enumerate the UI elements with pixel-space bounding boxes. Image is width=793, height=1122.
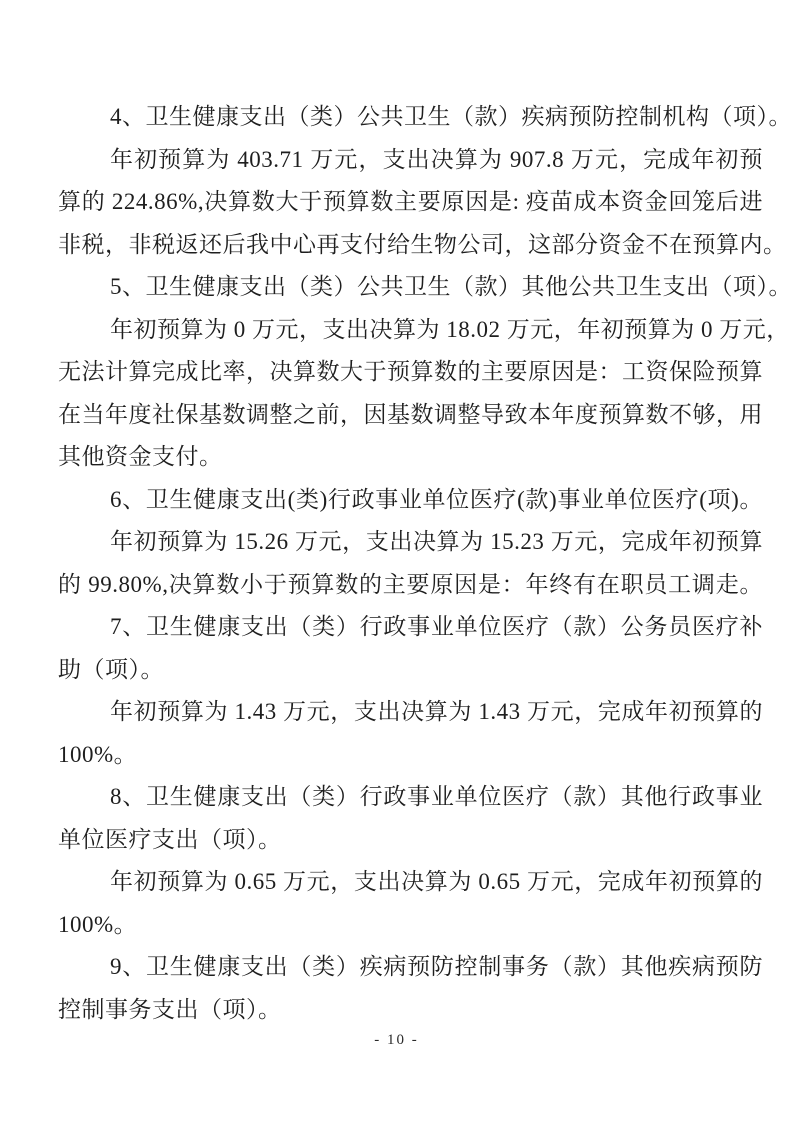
text-line: 年初预算为 15.26 万元，支出决算为 15.23 万元，完成年初预算 [110,529,763,554]
text-line: 的 99.80%,决算数小于预算数的主要原因是：年终有在职员工调走。 [58,571,763,597]
text-line: 5、卫生健康支出（类）公共卫生（款）其他公共卫生支出（项）。 [110,274,792,299]
text-line: 控制事务支出（项）。 [58,996,282,1022]
text-line: 年初预算为 403.71 万元，支出决算为 907.8 万元，完成年初预 [110,146,763,172]
text-line: 年初预算为 1.43 万元，支出决算为 1.43 万元，完成年初预算的 [110,699,763,724]
text-line: 8、卫生健康支出（类）行政事业单位医疗（款）其他行政事业 [110,784,763,809]
text-line: 其他资金支付。 [58,444,223,469]
text-line: 4、卫生健康支出（类）公共卫生（款）疾病预防控制机构（项）。 [110,104,792,129]
page-number: - 10 - [374,1032,419,1048]
text-line: 7、卫生健康支出（类）行政事业单位医疗（款）公务员医疗补 [110,614,763,639]
text-line: 100%。 [58,741,138,767]
text-line: 9、卫生健康支出（类）疾病预防控制事务（款）其他疾病预防 [110,954,763,979]
text-line: 6、卫生健康支出(类)行政事业单位医疗(款)事业单位医疗(项)。 [110,486,763,512]
text-line: 无法计算完成比率，决算数大于预算数的主要原因是：工资保险预算 [58,359,763,384]
text-line: 100%。 [58,911,138,937]
text-line: 非税，非税返还后我中心再支付给生物公司，这部分资金不在预算内。 [58,231,787,257]
text-line: 算的 224.86%,决算数大于预算数主要原因是: 疫苗成本资金回笼后进 [58,189,763,214]
text-line: 年初预算为 0.65 万元，支出决算为 0.65 万元，完成年初预算的 [110,869,763,894]
document-body [58,96,792,1031]
text-line: 在当年度社保基数调整之前，因基数调整导致本年度预算数不够，用 [58,401,763,427]
text-line: 年初预算为 0 万元，支出决算为 18.02 万元，年初预算为 0 万元， [110,316,790,342]
text-line: 单位医疗支出（项）。 [58,826,282,852]
text-line: 助（项）。 [58,656,164,682]
